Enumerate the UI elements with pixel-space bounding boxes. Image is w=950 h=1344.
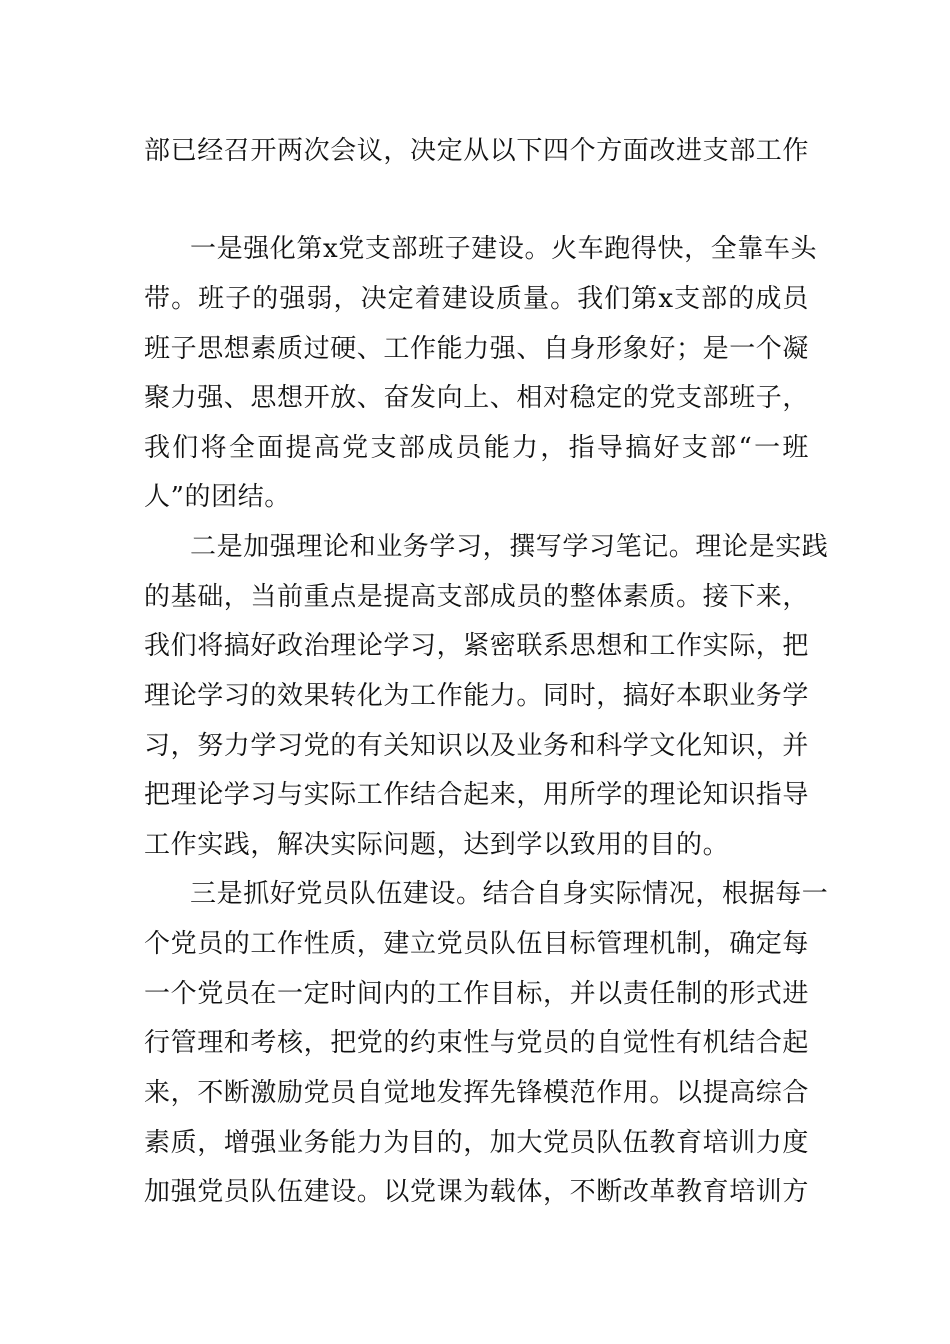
text-line: 行管理和考核，把党的约束性与党员的自觉性有机结合起 (144, 1028, 810, 1058)
text-line: 我们将全面提高党支部成员能力，指导搞好支部“一班 (144, 433, 809, 463)
text-line: 一个党员在一定时间内的工作目标，并以责任制的形式进 (144, 979, 810, 1009)
text-line: 工作实践，解决实际问题，达到学以致用的目的。 (144, 830, 730, 860)
text-line: 班子思想素质过硬、工作能力强、自身形象好；是一个凝 (144, 334, 810, 364)
text-line: 加强党员队伍建设。以党课为载体，不断改革教育培训方 (144, 1177, 810, 1207)
text-line: 个党员的工作性质，建立党员队伍目标管理机制，确定每 (144, 929, 810, 959)
text-line: 理论学习的效果转化为工作能力。同时，搞好本职业务学 (144, 681, 810, 711)
text-line: 习，努力学习党的有关知识以及业务和科学文化知识，并 (144, 731, 810, 761)
text-line: 把理论学习与实际工作结合起来，用所学的理论知识指导 (144, 780, 810, 810)
text-line: 聚力强、思想开放、奋发向上、相对稳定的党支部班子， (144, 383, 810, 413)
text-line: 的基础，当前重点是提高支部成员的整体素质。接下来， (144, 582, 810, 612)
text-line: 人”的团结。 (144, 482, 291, 512)
paragraph-2-line-1: 二是加强理论和业务学习，撰写学习笔记。理论是实践 (190, 532, 829, 562)
text-line: 我们将搞好政治理论学习，紧密联系思想和工作实际，把 (144, 631, 810, 661)
paragraph-1-line-1: 一是强化第x党支部班子建设。火车跑得快，全靠车头 (190, 234, 818, 264)
text-line: 带。班子的强弱，决定着建设质量。我们第x支部的成员 (144, 284, 809, 314)
text-line: 部已经召开两次会议，决定从以下四个方面改进支部工作 (144, 136, 810, 166)
paragraph-3-line-1: 三是抓好党员队伍建设。结合自身实际情况，根据每一 (190, 879, 829, 909)
text-line: 来，不断激励党员自觉地发挥先锋模范作用。以提高综合 (144, 1078, 810, 1108)
text-line: 素质，增强业务能力为目的，加大党员队伍教育培训力度 (144, 1128, 810, 1158)
